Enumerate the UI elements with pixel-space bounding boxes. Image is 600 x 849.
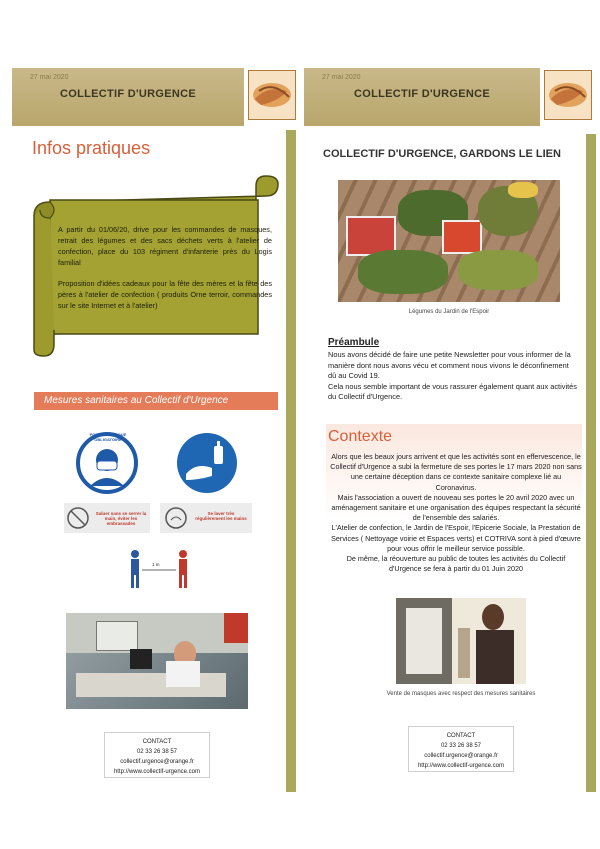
left-contact-phone: 02 33 26 38 57 [136,749,178,755]
laver-label: Se laver très régulièrement les mains [195,511,247,521]
left-contact-label: CONTACT [142,739,172,745]
saluer-label: Saluer sans se serrer la main, éviter les embrassades [95,511,147,526]
saluer-sign [64,503,150,533]
preambule-title: Préambule [328,337,380,348]
right-contact-box [408,726,514,772]
distance-label: 1 m [152,562,160,567]
distance-sign [126,548,192,592]
contexte-text [330,452,582,574]
mask-sale-photo [396,598,526,684]
vegetables-photo [338,180,560,302]
infos-pratiques-title: Infos pratiques [32,138,151,158]
left-header-bar [12,68,244,126]
contexte-para-3: L'Atelier de confection, le Jardin de l'Espoir, l'Epicerie Sociale, la Prestation de Services ( Nettoyage voirie et Espaces verts) et COTRIVA sont à pied d'œuvre pour vous offrir le meilleur service possible. [331,523,581,553]
right-contact-web[interactable]: http://www.collectif-urgence.com [417,763,505,769]
contexte-title: Contexte [328,428,393,445]
right-main-title: COLLECTIF D'URGENCE, GARDONS LE LIEN [323,148,561,160]
masque-sign [72,430,142,496]
vegetables-caption: Légumes du Jardin de l'Espoir [408,309,490,315]
scroll-text [58,224,272,311]
left-header-date: 27 mai 2020 [30,74,69,81]
contexte-para-2: Mais l'association a ouvert de nouveau ses portes le 20 avril 2020 avec un aménagement sanitaire et une organisation des équipes respectant la sécurité de l'ensemble des salariés. [331,492,581,523]
preambule-para-1: Nous avons décidé de faire une petite Newsletter pour vous informer de la manière dont nous avons vécu et comment nous vivons le déconfinement dû au Covid 19. [328,350,571,381]
office-photo [66,613,248,709]
contexte-para-4: De même, la réouverture au public de toutes les activités du Collectif d'Urgence se fera à partir du 01 Juin 2020 [346,554,566,574]
right-header-bar [304,68,540,126]
scroll-para-1: A partir du 01/06/20, drive pour les commandes de masques, retrait des légumes et des sacs déchets verts à l'atelier de confection, place du 103 régiment d'infanterie près du Logis familial [58,225,272,267]
scroll-para-2: Proposition d'idées cadeaux pour la fête des mères et la fête des pères à l'atelier de confection ( produits Orne terroir, commandes sur le site Internet et à l'atelier) [58,279,272,310]
left-contact-box [104,732,210,778]
right-logo-icon [544,70,592,120]
masque-sign-label: PORT DU MASQUE OBLIGATOIRE [89,432,127,442]
preambule-text [328,350,578,403]
preambule-para-2: Cela nous semble important de vous rassurer également quant aux activités du Collectif d'Urgence. [328,381,577,402]
contexte-para-1: Alors que les beaux jours arrivent et que les activités sont en effervescence, le Collectif d'Urgence a subi la fermeture de ses portes le 17 mars 2020 non sans une certaine déception dans ce contexte sanitaire complexe lié au Coronavirus. [330,452,582,492]
right-contact-label: CONTACT [446,733,476,739]
right-contact-email[interactable]: collectif.urgence@orange.fr [424,753,498,759]
left-header-title: COLLECTIF D'URGENCE [59,88,197,100]
mask-sale-caption: Vente de masques avec respect des mesures sanitaires [386,691,536,697]
left-logo-icon [248,70,296,120]
mesures-banner: Mesures sanitaires au Collectif d'Urgence [34,392,278,410]
right-header-title: COLLECTIF D'URGENCE [353,88,491,100]
right-header-date: 27 mai 2020 [322,74,361,81]
left-contact-web[interactable]: http://www.collectif-urgence.com [113,769,201,775]
left-contact-email[interactable]: collectif.urgence@orange.fr [120,759,194,765]
right-contact-phone: 02 33 26 38 57 [440,743,482,749]
hand-wash-sign [174,430,240,496]
laver-sign [160,503,252,533]
left-olive-bar [286,130,296,792]
